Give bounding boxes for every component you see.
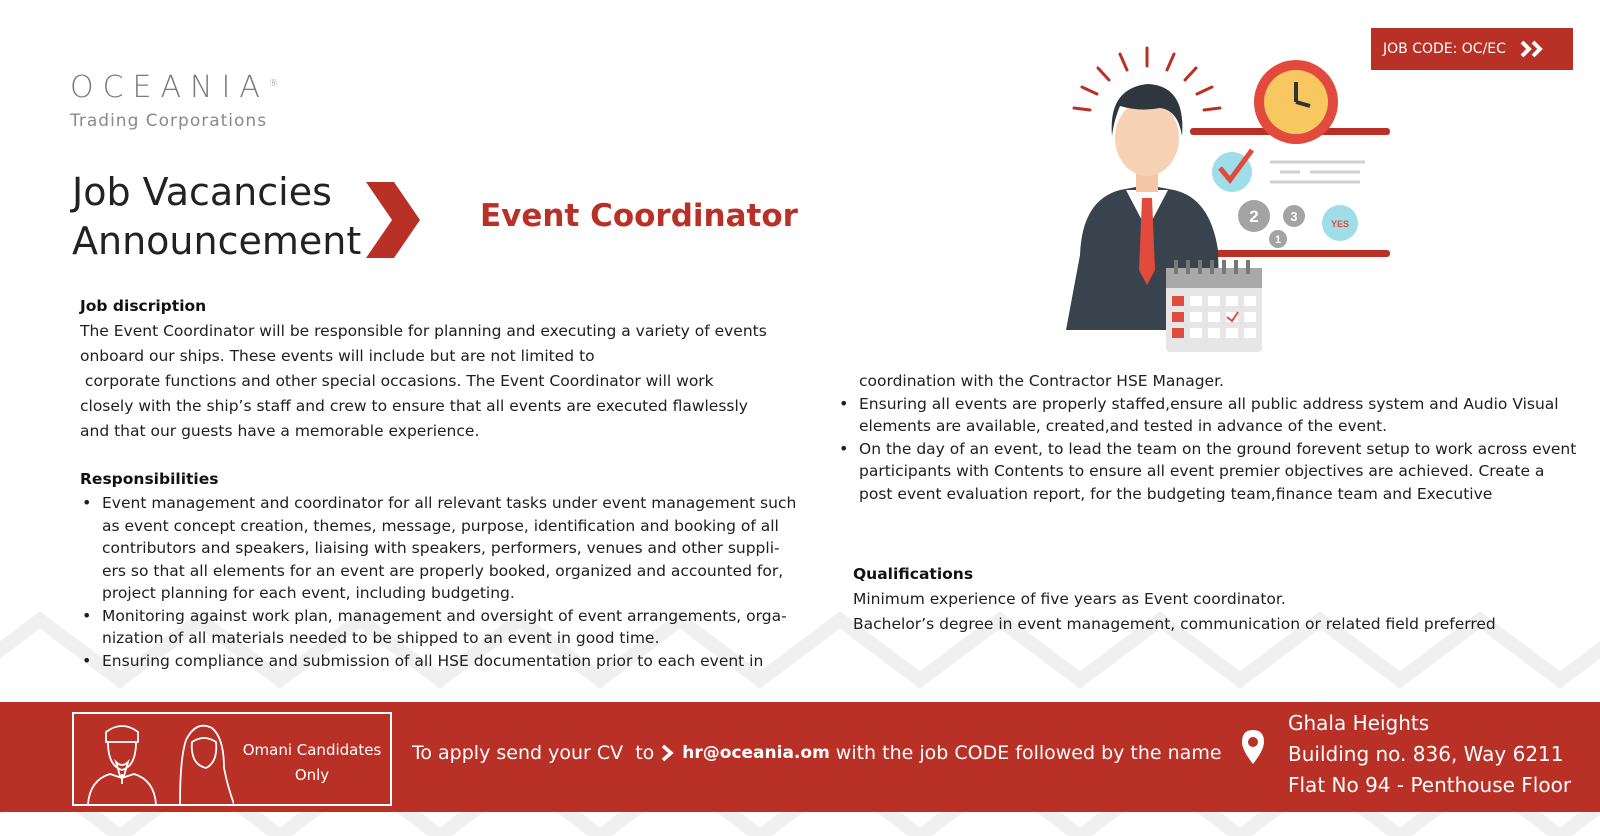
- address-line: Ghala Heights: [1288, 711, 1430, 735]
- address-line: Building no. 836, Way 6211: [1288, 742, 1564, 766]
- page-title-line2: Announcement: [72, 219, 362, 263]
- position-title: Event Coordinator: [480, 198, 798, 234]
- job-description-line: onboard our ships. These events will include but are not limited to: [80, 347, 595, 365]
- list-item-line: Event management and coordinator for all relevant tasks under event management such: [102, 494, 797, 512]
- list-item: [102, 492, 820, 605]
- businessman-schedule-illustration: [1060, 40, 1400, 360]
- job-description-heading: Job discription: [80, 297, 207, 315]
- office-address: [1288, 708, 1571, 801]
- qualifications-section: [853, 562, 1573, 637]
- omani-candidates-icon: [84, 718, 234, 804]
- list-item-line: Ensuring compliance and submission of all HSE documentation prior to each event in: [102, 651, 764, 670]
- apply-instructions: [412, 742, 1222, 764]
- responsibilities-list-continued: [837, 393, 1577, 506]
- chevron-right-icon: [366, 182, 420, 258]
- brand-subtitle: Trading Corporations: [70, 111, 268, 131]
- list-item-line: ers so that all elements for an event are properly booked, organized and accounted for,: [102, 561, 784, 580]
- eligibility-box: [72, 712, 392, 806]
- brand-name: OCEANIA: [70, 70, 269, 105]
- logo-wordmark: [70, 70, 278, 105]
- number-badge-1: 1: [1274, 234, 1282, 246]
- footer-banner: [0, 702, 1600, 812]
- list-item: [102, 605, 820, 650]
- company-logo: [70, 70, 278, 131]
- list-item-line: On the day of an event, to lead the team on the ground forevent setup to work across event: [859, 439, 1577, 458]
- list-item-line: elements are available, created,and tested in advance of the event.: [859, 417, 1388, 435]
- eligibility-note: [237, 738, 387, 788]
- apply-suffix: with the job CODE followed by the name: [835, 742, 1222, 764]
- responsibility-continuation: coordination with the Contractor HSE Manager.: [859, 372, 1224, 390]
- address-line: Flat No 94 - Penthouse Floor: [1288, 773, 1572, 797]
- location-pin-icon: [1240, 728, 1266, 766]
- list-item: [859, 393, 1577, 438]
- list-item-line: Monitoring against work plan, management and oversight of event arrangements, orga-: [102, 606, 787, 625]
- number-badge-2: 2: [1249, 207, 1259, 226]
- responsibilities-list: [80, 492, 820, 672]
- eligibility-line1: Omani Candidates: [242, 741, 382, 759]
- double-chevron-right-icon: [1520, 40, 1546, 58]
- list-item: [102, 650, 820, 673]
- list-item-line: Ensuring all events are properly staffed,ensure all public address system and Audio Visual: [859, 394, 1559, 413]
- qualification-line: Minimum experience of five years as Event coordinator.: [853, 590, 1286, 608]
- list-item-line: nization of all materials needed to be shipped to an event in good time.: [102, 629, 660, 647]
- chevron-right-icon: [660, 744, 676, 762]
- trademark-mark: ®: [268, 79, 278, 89]
- checkmark-icon: [1212, 150, 1252, 192]
- job-details-left-column: [80, 294, 820, 672]
- list-item-line: project planning for each event, including budgeting.: [102, 584, 515, 602]
- qualification-line: Bachelor’s degree in event management, communication or related field preferred: [853, 615, 1496, 633]
- job-code-label: JOB CODE: OC/EC: [1383, 41, 1506, 57]
- list-item-line: post event evaluation report, for the budgeting team,finance team and Executive: [859, 484, 1493, 503]
- apply-prefix: To apply send your CV to: [412, 742, 655, 764]
- job-description-line: The Event Coordinator will be responsible for planning and executing a variety of events: [80, 322, 767, 340]
- yes-badge: YES: [1330, 219, 1350, 229]
- list-item: [859, 438, 1577, 506]
- job-description-line: closely with the ship’s staff and crew to ensure that all events are executed flawlessly: [80, 397, 748, 415]
- page-title-line1: Job Vacancies: [72, 170, 332, 214]
- list-item-line: participants with Contents to ensure all event premier objectives are achieved. Create a: [859, 462, 1545, 480]
- job-details-right-column: [837, 370, 1577, 505]
- apply-email-link[interactable]: hr@oceania.om: [682, 743, 830, 763]
- calendar-icon: [1166, 260, 1262, 352]
- job-description-line: and that our guests have a memorable experience.: [80, 422, 480, 440]
- eligibility-line2: Only: [294, 766, 330, 784]
- responsibilities-heading: Responsibilities: [80, 470, 219, 488]
- job-code-badge: [1371, 28, 1573, 70]
- job-description-line: corporate functions and other special occasions. The Event Coordinator will work: [80, 372, 714, 390]
- list-item-line: as event concept creation, themes, message, purpose, identification and booking of all: [102, 516, 779, 535]
- clock-icon: [1254, 60, 1338, 144]
- qualifications-heading: Qualifications: [853, 565, 974, 583]
- list-item-line: contributors and speakers, liaising with speakers, performers, venues and other suppli-: [102, 539, 780, 557]
- job-description-text: [80, 319, 820, 444]
- page-title: [72, 168, 361, 266]
- number-badge-3: 3: [1290, 209, 1298, 224]
